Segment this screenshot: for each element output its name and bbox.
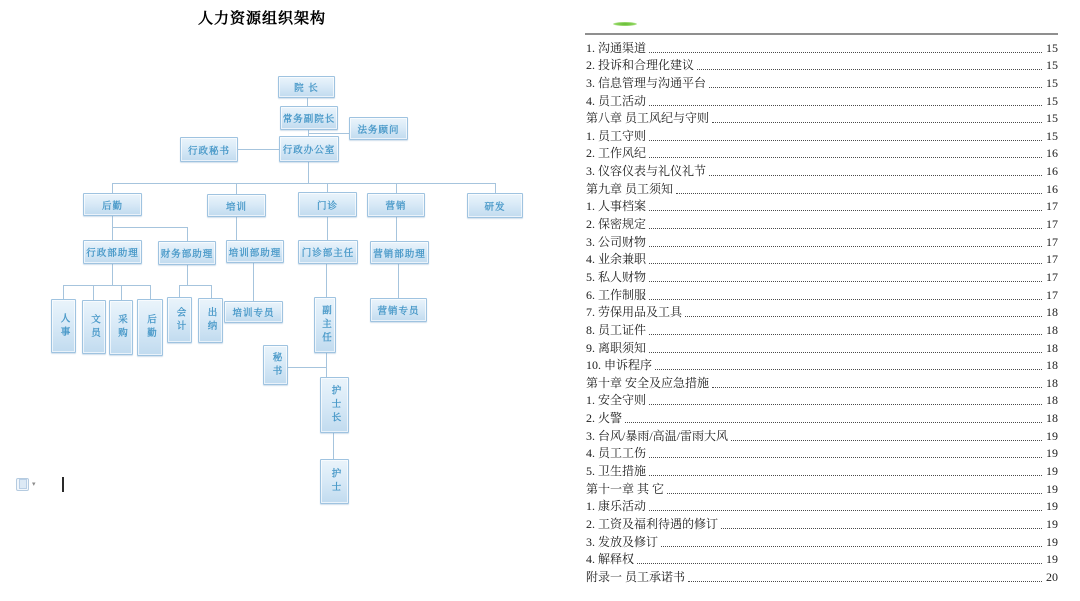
org-node-admin-secretary: 行政秘书 [180,137,238,162]
toc-entry-title: 8. 员工证件 [586,322,647,337]
toc-leader-dots [676,193,1042,194]
org-connector [112,227,113,240]
toc-page-number: 16 [1046,164,1058,179]
org-connector [495,183,496,193]
toc-leader-dots [709,87,1042,88]
org-connector [211,285,212,298]
org-connector [308,133,349,134]
org-node-exec-vice-president: 常务副院长 [280,106,338,130]
toc-leader-dots [688,581,1042,582]
toc-page-number: 17 [1046,252,1058,267]
toc-entry [586,250,1058,268]
org-connector [396,183,397,193]
toc-leader-dots [649,510,1042,511]
toc-page-number: 15 [1046,75,1058,90]
toc-page-number: 17 [1046,217,1058,232]
org-connector [327,217,328,240]
toc-entry-title: 4. 员工活动 [586,93,647,108]
org-connector [63,285,151,286]
toc-leader-dots [649,140,1042,141]
toc-entry [586,197,1058,215]
org-node-training-specialist: 培训专员 [224,301,283,323]
page-right [545,0,1080,601]
org-connector [112,216,113,227]
toc-page-number: 19 [1046,499,1058,514]
toc-entry [586,91,1058,109]
toc-entry-title: 1. 康乐活动 [586,499,647,514]
org-connector [253,263,254,301]
toc-entry-title: 3. 公司财物 [586,234,647,249]
toc-page-number: 19 [1046,552,1058,567]
org-node-logistics-staff: 后勤 [137,299,163,356]
toc-page-number: 18 [1046,305,1058,320]
toc-entry [586,408,1058,426]
toc-entry-title: 4. 员工工伤 [586,446,647,461]
org-connector [187,227,188,241]
toc-page-number: 16 [1046,146,1058,161]
toc-leader-dots [712,387,1042,388]
toc-entry-title: 2. 火警 [586,411,623,426]
toc-leader-dots [625,422,1042,423]
toc-entry [586,179,1058,197]
toc-page-number: 19 [1046,516,1058,531]
toc-entry-title: 第十章 安全及应急措施 [586,375,710,390]
toc-leader-dots [649,334,1042,335]
org-node-admin-office: 行政办公室 [279,136,339,162]
toc-entry-title: 1. 安全守则 [586,393,647,408]
toc-entry [586,109,1058,127]
org-connector [333,433,334,459]
org-node-marketing: 营销 [367,193,425,217]
toc-entry-title: 附录一 员工承诺书 [586,569,686,584]
toc-page-number: 15 [1046,128,1058,143]
toc-page-number: 15 [1046,111,1058,126]
toc-entry [586,532,1058,550]
toc-page-number: 15 [1046,40,1058,55]
toc-entry [586,338,1058,356]
toc-leader-dots [649,210,1042,211]
toc-entry [586,391,1058,409]
toc-leader-dots [721,528,1042,529]
org-node-accountant: 会计 [167,297,192,343]
toc-page-number: 18 [1046,411,1058,426]
org-node-legal-advisor: 法务顾问 [349,117,408,140]
toc-page-number: 17 [1046,234,1058,249]
toc-page-number: 18 [1046,340,1058,355]
toc-leader-dots [697,69,1042,70]
org-connector [112,264,113,285]
toc-entry [586,373,1058,391]
org-connector [187,265,188,285]
toc-page-number: 19 [1046,464,1058,479]
org-node-secretary: 秘书 [263,345,288,385]
org-connector [179,285,180,297]
toc-entry-title: 2. 工作风纪 [586,146,647,161]
toc-entry [586,285,1058,303]
org-connector [112,227,188,228]
org-connector [150,285,151,299]
org-node-president: 院 长 [278,76,335,98]
toc-leader-dots [649,299,1042,300]
org-node-purchasing: 采购 [109,300,133,355]
org-node-deputy-director: 副主任 [314,297,336,353]
org-connector [308,162,309,183]
toc-entry-title: 7. 劳保用品及工具 [586,305,683,320]
toc-entry-title: 1. 人事档案 [586,199,647,214]
org-connector [307,98,308,106]
chevron-down-icon: ▾ [32,480,36,488]
toc-leader-dots [709,175,1042,176]
org-connector [112,183,495,184]
org-connector [236,217,237,240]
toc-leader-dots [655,369,1042,370]
org-node-admin-dept-assistant: 行政部助理 [83,240,142,264]
org-node-nurse: 护士 [320,459,349,504]
toc-entry [586,267,1058,285]
toc-entry-title: 5. 私人财物 [586,269,647,284]
toc-leader-dots [731,440,1042,441]
toc-entry [586,320,1058,338]
toc-entry [586,126,1058,144]
toc-entry [586,144,1058,162]
toc-entry-title: 4. 解释权 [586,552,635,567]
org-connector [396,217,397,241]
org-connector [63,285,64,299]
org-node-hr: 人事 [51,299,76,353]
org-connector [327,183,328,192]
toc-entry [586,56,1058,74]
toc-entry-title: 2. 投诉和合理化建议 [586,58,695,73]
text-cursor [62,477,64,492]
toc-entry-title: 3. 信息管理与沟通平台 [586,75,707,90]
org-connector [121,285,122,300]
org-connector [112,183,113,193]
toc-entry [586,444,1058,462]
org-node-finance-dept-assistant: 财务部助理 [158,241,216,265]
toc-entry-title: 1. 员工守则 [586,128,647,143]
toc-leader-dots [661,546,1042,547]
toc-entry [586,38,1058,56]
toc-page-number: 19 [1046,481,1058,496]
toc-entry-title: 9. 离职须知 [586,340,647,355]
org-connector [326,264,327,297]
toc-page-number: 19 [1046,534,1058,549]
org-node-training: 培训 [207,194,266,217]
toc-page-number: 17 [1046,269,1058,284]
toc-leader-dots [637,563,1042,564]
toc-entry [586,479,1058,497]
toc-entry-title: 第九章 员工须知 [586,181,674,196]
toc-page-number: 15 [1046,93,1058,108]
toc-entry-title: 10. 申诉程序 [586,358,653,373]
toc-entry [586,161,1058,179]
toc-entry [586,461,1058,479]
org-node-marketing-dept-assistant: 营销部助理 [370,241,429,264]
toc-leader-dots [667,493,1042,494]
toc-leader-dots [649,352,1042,353]
toc-leader-dots [649,475,1042,476]
toc-entry [586,232,1058,250]
clipboard-page-icon [16,478,29,491]
toc-entry [586,303,1058,321]
toc-entry-title: 4. 业余兼职 [586,252,647,267]
toc-entry-title: 2. 工资及福利待遇的修订 [586,516,719,531]
org-node-head-nurse: 护士长 [320,377,349,433]
toc-leader-dots [649,246,1042,247]
org-connector [236,183,237,194]
toc-entry-title: 3. 发放及修订 [586,534,659,549]
toc-leader-dots [649,281,1042,282]
toc-entry-title: 第八章 员工风纪与守则 [586,111,710,126]
toc-leader-dots [649,263,1042,264]
org-connector [398,264,399,298]
toc-entry-title: 6. 工作制服 [586,287,647,302]
org-node-logistics: 后勤 [83,193,142,216]
org-node-cashier: 出纳 [198,298,223,343]
org-node-outpatient: 门诊 [298,192,357,217]
org-connector [93,285,94,300]
toc-leader-dots [649,157,1042,158]
toc-entry-title: 3. 台风/暴雨/高温/雷雨大风 [586,428,729,443]
toc-leader-dots [649,404,1042,405]
org-connector [179,285,212,286]
toc-leader-dots [685,316,1042,317]
toc-entry [586,550,1058,568]
org-node-clerk: 文员 [82,300,106,354]
green-underline-mark [613,22,637,26]
org-connector [238,149,279,150]
org-node-outpatient-dept-director: 门诊部主任 [298,240,358,264]
toc-entry-title: 3. 仪容仪表与礼仪礼节 [586,164,707,179]
toc-page-number: 20 [1046,569,1058,584]
org-node-marketing-specialist: 营销专员 [370,298,427,322]
toc-entry-title: 5. 卫生措施 [586,464,647,479]
toc-leader-dots [712,122,1042,123]
toc-page-number: 18 [1046,393,1058,408]
toc-entry [586,514,1058,532]
org-chart-title: 人力资源组织架构 [198,11,327,27]
toc-page-number: 18 [1046,322,1058,337]
org-connector [288,367,326,368]
toc-page-number: 17 [1046,199,1058,214]
toc-entry [586,214,1058,232]
toc-page-number: 19 [1046,428,1058,443]
table-of-contents [586,38,1058,585]
toc-leader-dots [649,457,1042,458]
org-node-rnd: 研发 [467,193,523,218]
paste-options-button[interactable] [16,476,40,492]
toc-page-number: 18 [1046,358,1058,373]
org-connector [326,353,327,377]
toc-leader-dots [649,52,1042,53]
toc-entry-title: 1. 沟通渠道 [586,40,647,55]
toc-page-number: 17 [1046,287,1058,302]
toc-entry [586,73,1058,91]
toc-leader-dots [649,105,1042,106]
toc-entry [586,426,1058,444]
toc-page-number: 19 [1046,446,1058,461]
toc-page-number: 15 [1046,58,1058,73]
toc-entry [586,497,1058,515]
toc-page-number: 18 [1046,375,1058,390]
org-node-training-dept-assistant: 培训部助理 [226,240,284,263]
header-rule [585,33,1058,35]
toc-entry-title: 第十一章 其 它 [586,481,665,496]
toc-page-number: 16 [1046,181,1058,196]
toc-entry [586,567,1058,585]
toc-entry-title: 2. 保密规定 [586,217,647,232]
toc-leader-dots [649,228,1042,229]
toc-entry [586,356,1058,374]
